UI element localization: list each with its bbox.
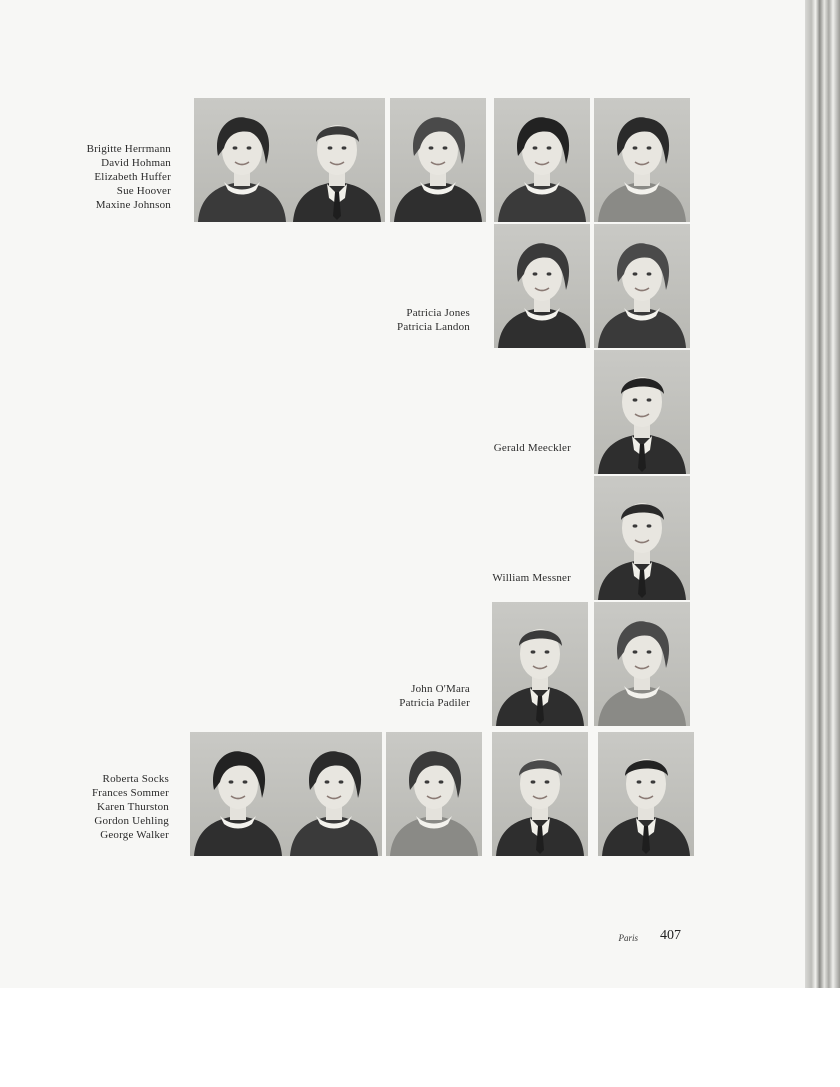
student-portrait-photo bbox=[594, 476, 690, 600]
student-portrait-photo bbox=[386, 732, 482, 856]
student-name: Maxine Johnson bbox=[95, 199, 171, 211]
student-name: Elizabeth Huffer bbox=[94, 171, 171, 183]
page-number: 407 bbox=[660, 928, 681, 943]
name-list-row2 bbox=[360, 306, 470, 334]
student-portrait-photo bbox=[289, 98, 385, 222]
student-name: Gerald Meeckler bbox=[493, 442, 571, 454]
student-name: Sue Hoover bbox=[116, 185, 171, 197]
student-name: Brigitte Herrmann bbox=[86, 143, 171, 155]
name-list-row5 bbox=[360, 682, 470, 710]
student-name: Patricia Landon bbox=[397, 321, 470, 333]
student-name: Karen Thurston bbox=[97, 801, 169, 813]
student-name: Patricia Padiler bbox=[399, 697, 470, 709]
page-binding-edge bbox=[805, 0, 840, 988]
student-portrait-photo bbox=[494, 224, 590, 348]
student-portrait-photo bbox=[594, 350, 690, 474]
student-portrait-photo bbox=[286, 732, 382, 856]
student-portrait-photo bbox=[594, 224, 690, 348]
name-list-row6 bbox=[60, 772, 169, 842]
student-name: John O'Mara bbox=[411, 683, 470, 695]
student-name: William Messner bbox=[492, 572, 571, 584]
student-name: David Hohman bbox=[101, 157, 171, 169]
student-portrait-photo bbox=[492, 602, 588, 726]
student-portrait-photo bbox=[594, 602, 690, 726]
section-label: Paris bbox=[618, 933, 638, 943]
student-portrait-photo bbox=[194, 98, 290, 222]
student-portrait-photo bbox=[594, 98, 690, 222]
student-portrait-photo bbox=[494, 98, 590, 222]
name-list-row3 bbox=[460, 441, 571, 455]
name-list-row1 bbox=[60, 142, 171, 212]
student-portrait-photo bbox=[190, 732, 286, 856]
student-name: Gordon Uehling bbox=[94, 815, 169, 827]
student-portrait-photo bbox=[492, 732, 588, 856]
student-portrait-photo bbox=[598, 732, 694, 856]
student-name: Patricia Jones bbox=[406, 307, 470, 319]
name-list-row4 bbox=[460, 571, 571, 585]
student-name: Frances Sommer bbox=[91, 787, 169, 799]
student-name: Roberta Socks bbox=[102, 773, 169, 785]
student-name: George Walker bbox=[100, 829, 169, 841]
student-portrait-photo bbox=[390, 98, 486, 222]
